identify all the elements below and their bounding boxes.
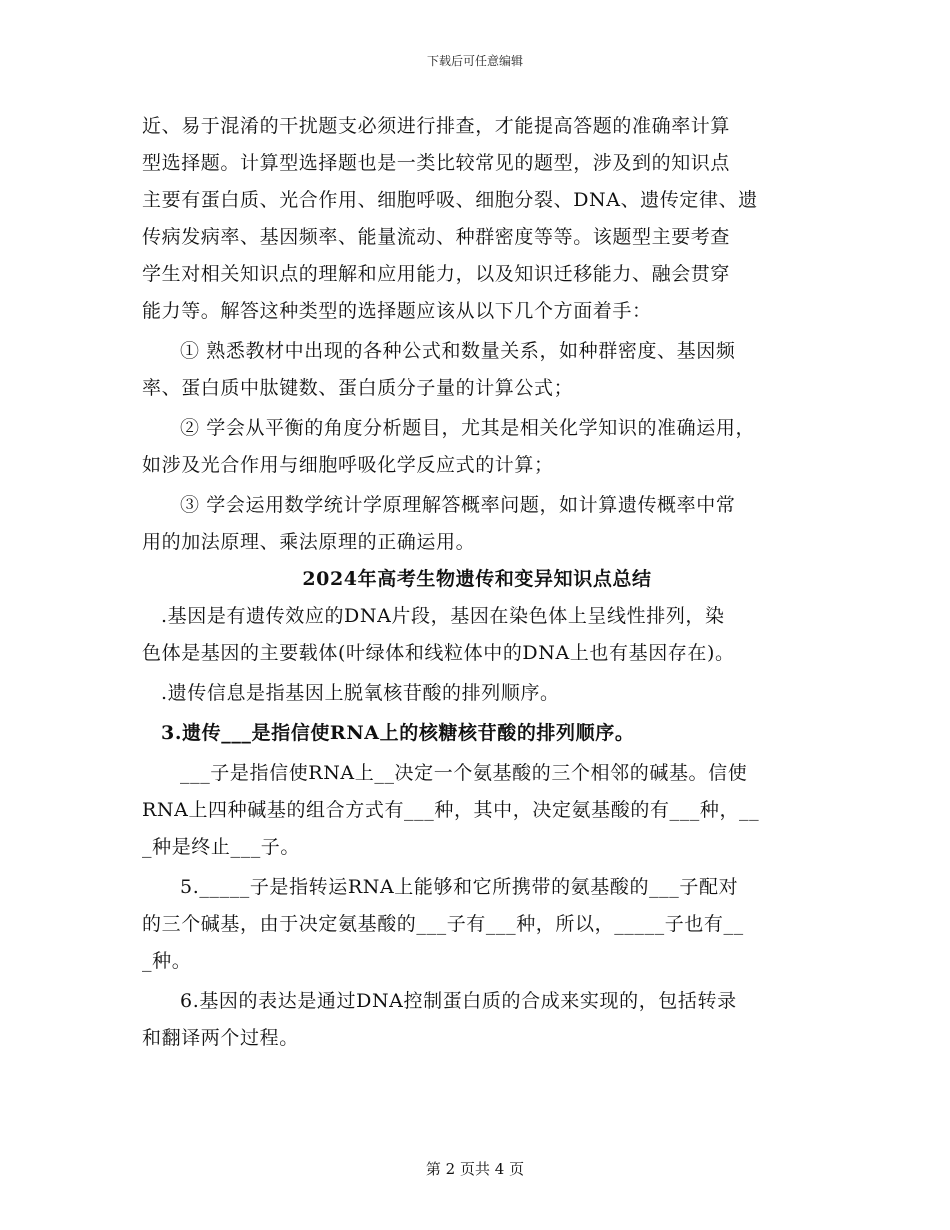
text-line: 能力等。解答这种类型的选择题应该从以下几个方面着手： [142, 300, 652, 322]
text-line: 6.基因的表达是通过DNA控制蛋白质的合成来实现的，包括转录 [180, 990, 737, 1012]
text-line: ① 熟悉教材中出现的各种公式和数量关系，如种群密度、基因频 [180, 340, 736, 362]
text-line: ③ 学会运用数学统计学原理解答概率问题，如计算遗传概率中常 [180, 494, 736, 516]
page-header: 下载后可任意编辑 [426, 54, 523, 68]
text-line: 传病发病率、基因频率、能量流动、种群密度等等。该题型主要考查 [142, 226, 731, 248]
text-line: ___子是指信使RNA上__决定一个氨基酸的三个相邻的碱基。信使 [180, 762, 748, 784]
text-line: 用的加法原理、乘法原理的正确运用。 [142, 531, 476, 553]
text-line: 和翻译两个过程。 [142, 1027, 299, 1049]
text-line: 的三个碱基，由于决定氨基酸的___子有___种，所以，_____子也有__ [142, 913, 744, 935]
item-genetic-information [142, 675, 812, 712]
text-line: .遗传信息是指基因上脱氧核苷酸的排列顺序。 [161, 682, 560, 704]
text-line: 学生对相关知识点的理解和应用能力，以及知识迁移能力、融会贯穿 [142, 263, 731, 285]
text-line: 主要有蛋白质、光合作用、细胞呼吸、细胞分裂、DNA、遗传定律、遗 [142, 189, 758, 211]
point-3-paragraph [142, 487, 812, 561]
text-line: _种。 [142, 950, 192, 972]
section-title: 2024年高考生物遗传和变异知识点总结 [302, 568, 652, 590]
text-line: 率、蛋白质中肽键数、蛋白质分子量的计算公式； [142, 377, 574, 399]
text-line: 5._____子是指转运RNA上能够和它所携带的氨基酸的___子配对 [180, 876, 739, 898]
point-2-paragraph [142, 410, 812, 484]
point-1-paragraph [142, 333, 812, 407]
item-codon [142, 755, 812, 866]
text-line: 近、易于混淆的干扰题支必须进行排查，才能提高答题的准确率计算 [142, 115, 731, 137]
text-line: .基因是有遗传效应的DNA片段，基因在染色体上呈线性排列，染 [161, 605, 725, 627]
text-line: _种是终止___子。 [142, 836, 301, 858]
page-footer: 第 2 页共 4 页 [425, 1160, 525, 1178]
item-anticodon [142, 869, 812, 980]
intro-paragraph [142, 108, 812, 330]
text-line: ② 学会从平衡的角度分析题目，尤其是相关化学知识的准确运用， [180, 417, 756, 439]
item-gene-definition [142, 598, 812, 672]
document-body [142, 108, 812, 1057]
text-line: 如涉及光合作用与细胞呼吸化学反应式的计算； [142, 454, 554, 476]
text-line: RNA上四种碱基的组合方式有___种，其中，决定氨基酸的有___种，__ [142, 799, 760, 821]
text-line: 色体是基因的主要载体(叶绿体和线粒体中的DNA上也有基因存在)。 [142, 642, 735, 664]
item-genetic-code [142, 715, 812, 752]
item-gene-expression [142, 983, 812, 1057]
text-line: 3.遗传___是指信使RNA上的核糖核苷酸的排列顺序。 [161, 722, 635, 744]
text-line: 型选择题。计算型选择题也是一类比较常见的题型，涉及到的知识点 [142, 152, 731, 174]
